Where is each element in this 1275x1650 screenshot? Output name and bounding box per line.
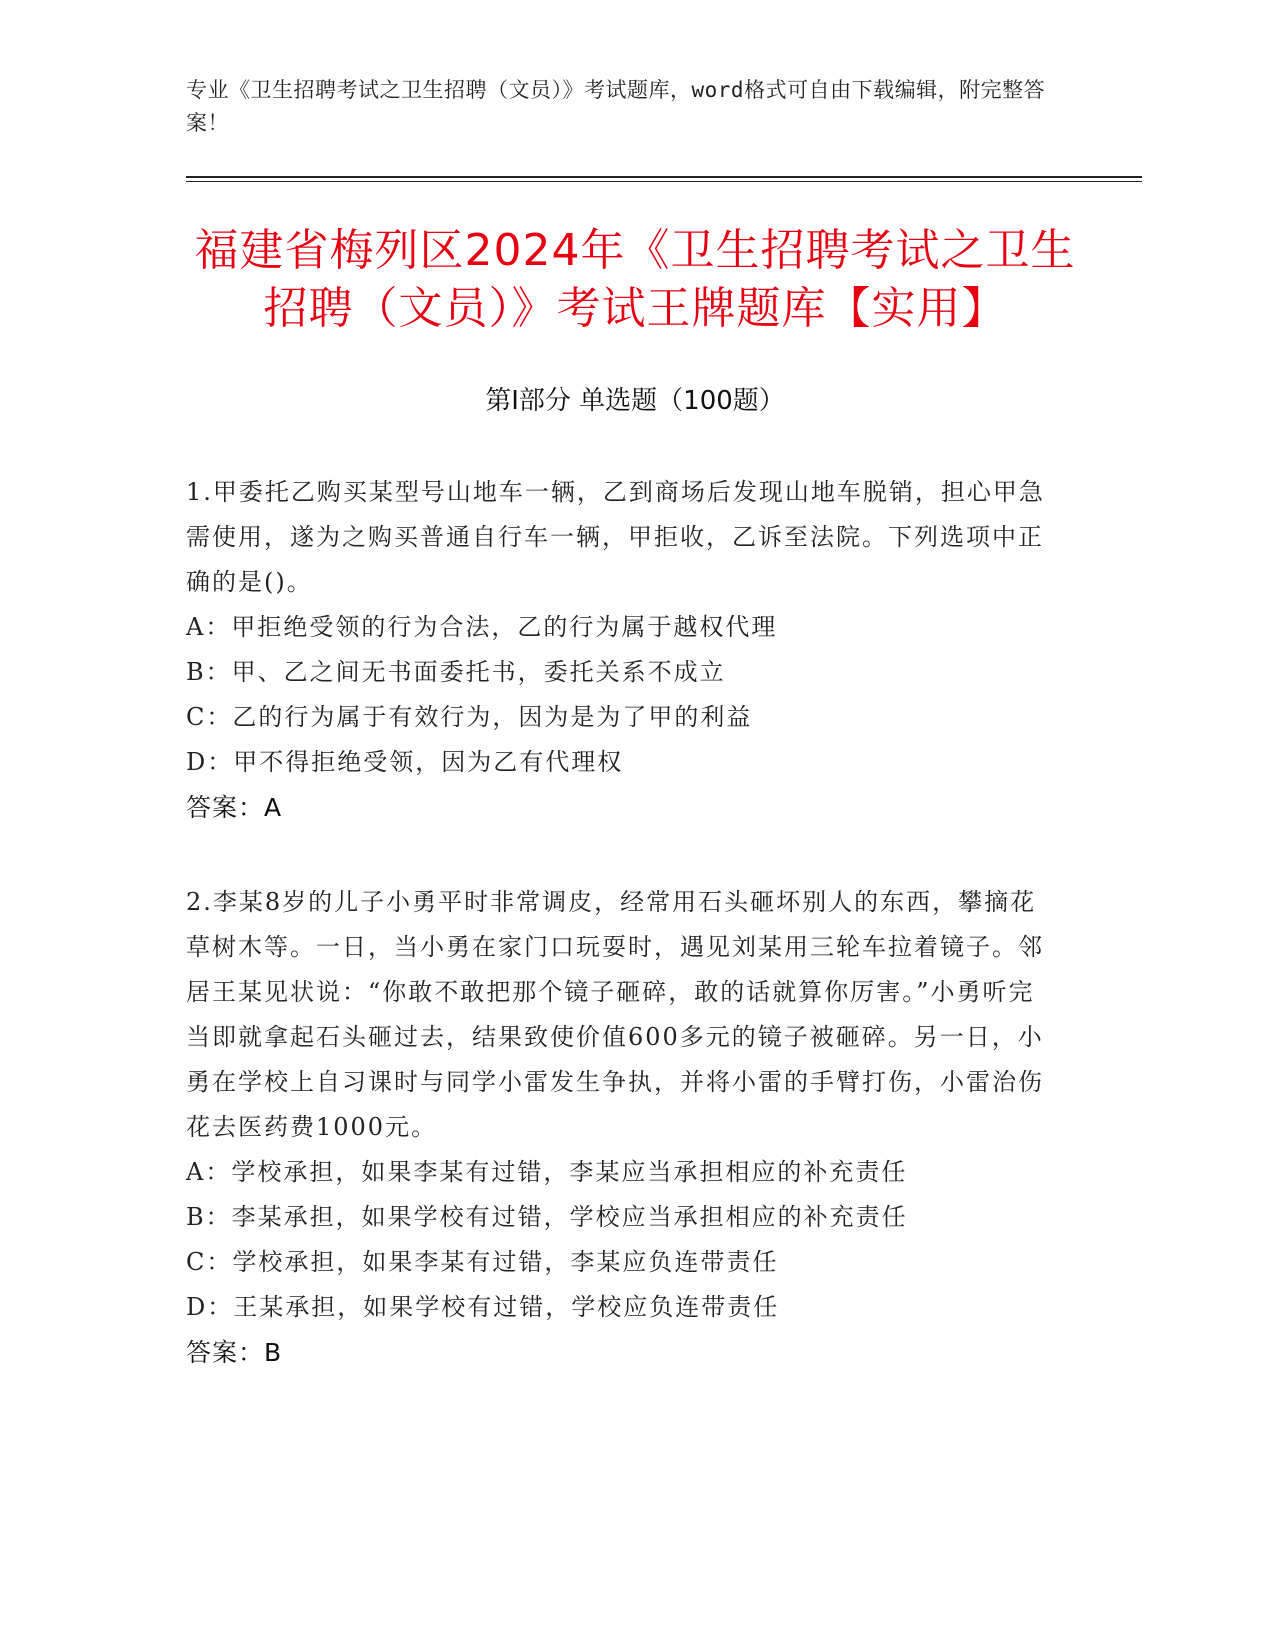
- document-title: 福建省梅列区2024年《卫生招聘考试之卫生招聘（文员）》考试王牌题库【实用】: [194, 225, 1076, 334]
- header-rule-thin: [186, 181, 1142, 182]
- option-c: C：乙的行为属于有效行为，因为是为了甲的利益: [186, 703, 753, 731]
- header-rule-thick: [186, 176, 1142, 178]
- option-a: A：甲拒绝受领的行为合法，乙的行为属于越权代理: [186, 613, 778, 641]
- question-block: [186, 470, 1056, 830]
- option-b: B：李某承担，如果学校有过错，学校应当承担相应的补充责任: [186, 1203, 908, 1231]
- header-note: 专业《卫生招聘考试之卫生招聘（文员）》考试题库，word格式可自由下载编辑，附完整答案！: [186, 78, 1046, 135]
- section-title: 第Ⅰ部分 单选题（100题）: [485, 386, 785, 416]
- option-b: B：甲、乙之间无书面委托书，委托关系不成立: [186, 658, 726, 686]
- option-c: C：学校承担，如果李某有过错，李某应负连带责任: [186, 1248, 779, 1276]
- question-stem: 1.甲委托乙购买某型号山地车一辆，乙到商场后发现山地车脱销，担心甲急需使用，遂为之购买普通自行车一辆，甲拒收，乙诉至法院。下列选项中正确的是()。: [186, 478, 1045, 596]
- question-block: [186, 880, 1056, 1375]
- question-stem: 2.李某8岁的儿子小勇平时非常调皮，经常用石头砸坏别人的东西，攀摘花草树木等。一日，当小勇在家门口玩耍时，遇见刘某用三轮车拉着镜子。邻居王某见状说：“你敢不敢把那个镜子砸碎，敢的话就算你厉害。”小勇听完当即就拿起石头砸过去，结果致使价值600多元的镜子被砸碎。另一日，小勇在学校上自习课时与同学小雷发生争执，并将小雷的手臂打伤，小雷治伤花去医药费1000元。: [186, 888, 1044, 1141]
- option-d: D：王某承担，如果学校有过错，学校应负连带责任: [186, 1293, 780, 1321]
- option-d: D：甲不得拒绝受领，因为乙有代理权: [186, 748, 624, 776]
- option-a: A：学校承担，如果李某有过错，李某应当承担相应的补充责任: [186, 1158, 908, 1186]
- answer-label: 答案：B: [186, 1338, 283, 1367]
- answer-label: 答案：A: [186, 793, 283, 822]
